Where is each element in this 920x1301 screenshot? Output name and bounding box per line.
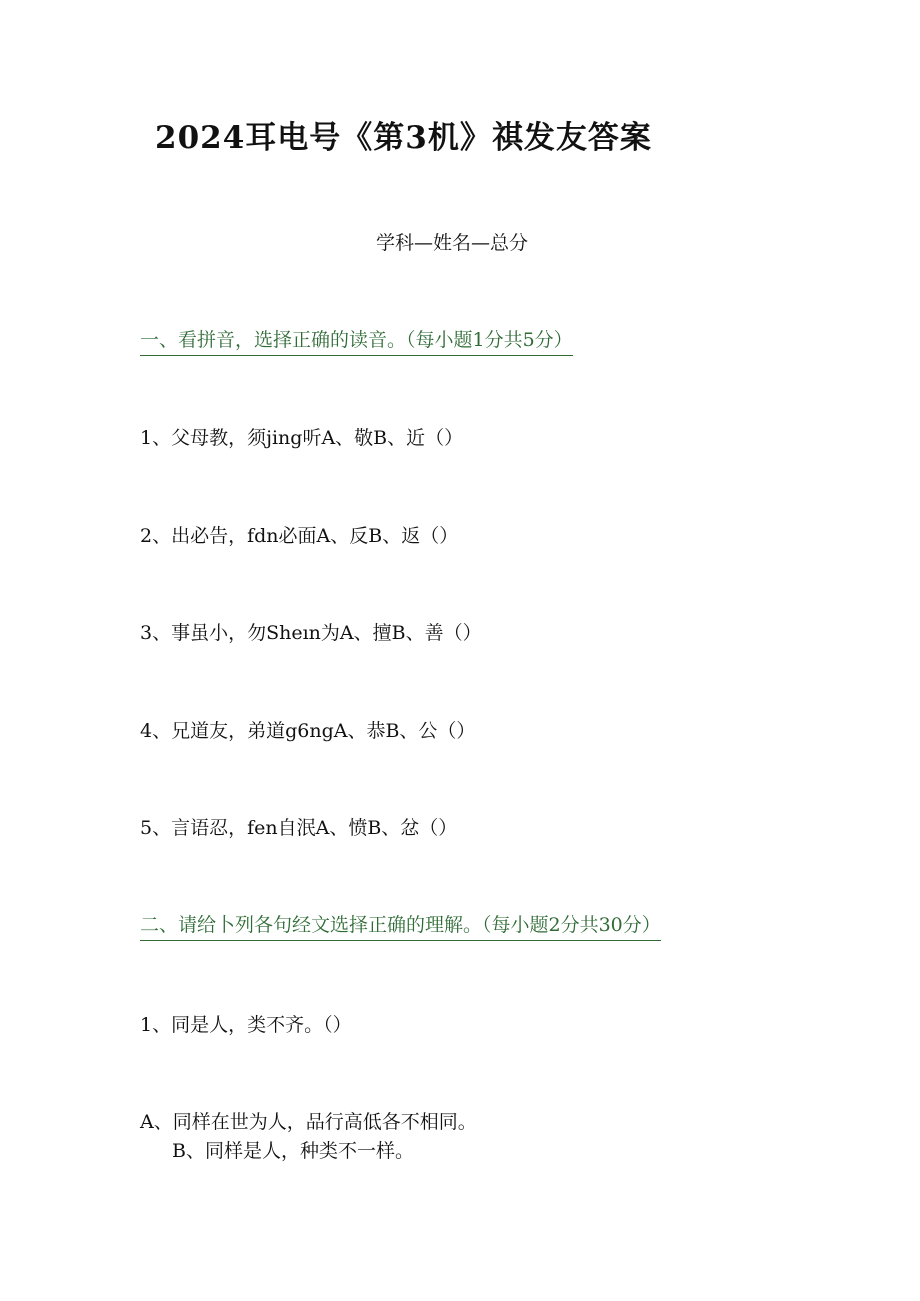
pinyin-question-3: 3、事虽小，勿Sheın为A、擅B、善（） (140, 622, 482, 644)
understanding-question-1-option-a: A、同样在世为人，品行高低各不相同。 (140, 1111, 477, 1133)
pinyin-question-5: 5、言语忍，fen自泯A、愤B、忿（） (140, 817, 458, 839)
section-heading-pinyin: 一、看拼音，选择正确的读音。（每小题1分共5分） (140, 325, 573, 356)
pinyin-question-2: 2、出必告，fdn必面A、反B、返（） (140, 525, 459, 547)
document-title: 2024耳电号《第3机》祺发友答案 (155, 120, 652, 156)
pinyin-question-1: 1、父母教，须jing听A、敬B、近（） (140, 427, 464, 449)
subject-name-score-line: 学科—姓名—总分 (376, 232, 529, 254)
understanding-question-1-option-b: B、同样是人，种类不一样。 (172, 1140, 414, 1162)
pinyin-question-4: 4、兄道友，弟道g6ngA、恭B、公（） (140, 720, 476, 742)
section-heading-understanding: 二、请给卜列各句经文选择正确的理解。（每小题2分共30分） (140, 910, 661, 941)
understanding-question-1: 1、同是人，类不齐。（） (140, 1014, 352, 1036)
